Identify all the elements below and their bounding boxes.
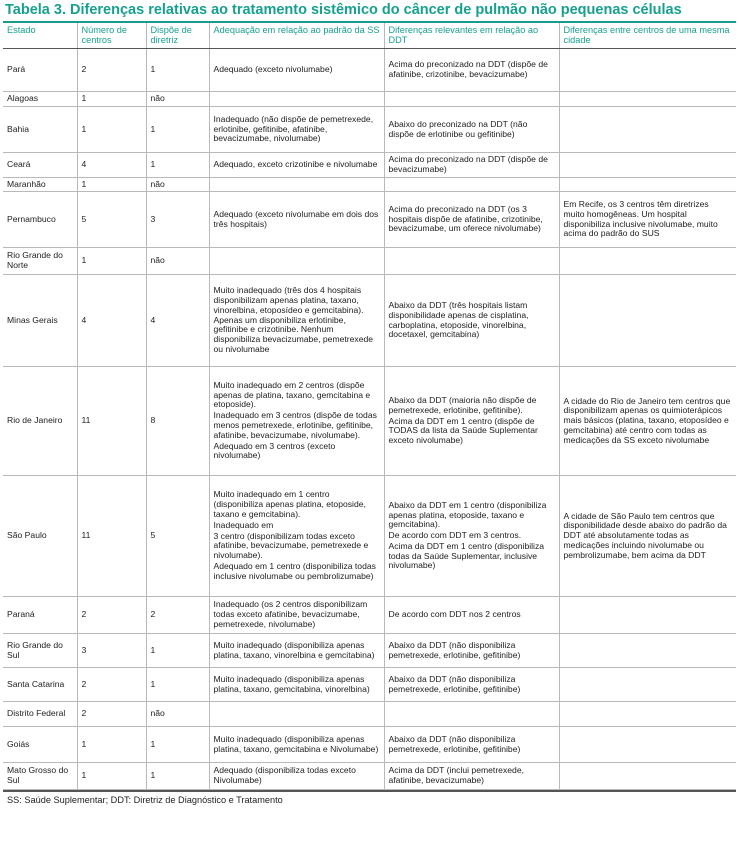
cell-diferencas-ddt [384,476,559,597]
cell-numero-centros: 1 [77,727,146,763]
table-row [3,248,736,275]
header-diferencas-cidade: Diferenças entre centros de uma mesma cidade [559,23,736,49]
cell-diferencas-ddt [384,192,559,248]
cell-paragraph: De acordo com DDT nos 2 centros [388,609,521,620]
cell-estado: Bahia [3,107,77,153]
header-row [3,23,736,49]
cell-numero-centros: 2 [77,597,146,634]
table-row [3,727,736,763]
cell-diretriz: não [146,92,209,107]
cell-adequacao [209,178,384,192]
cell-diferencas-ddt [384,248,559,275]
cell-estado: Ceará [3,153,77,178]
cell-paragraph: Muito inadequado (disponibiliza apenas platina, taxano, gemcitabina e Nivolumabe) [213,733,379,754]
cell-diferencas-cidade [559,476,736,597]
cell-diferencas-ddt [384,92,559,107]
cell-numero-centros: 1 [77,178,146,192]
cell-adequacao [209,727,384,763]
cell-numero-centros: 5 [77,192,146,248]
cell-estado: Paraná [3,597,77,634]
cell-diretriz: 1 [146,763,209,790]
table-row [3,153,736,178]
cell-numero-centros: 1 [77,248,146,275]
cell-estado: Santa Catarina [3,668,77,702]
cell-paragraph: Inadequado em [213,519,274,530]
cell-diferencas-ddt [384,702,559,727]
cell-diferencas-cidade [559,597,736,634]
header-diferencas-ddt: Diferenças relevantes em relação ao DDT [384,23,559,49]
cell-diferencas-ddt [384,367,559,476]
cell-adequacao [209,763,384,790]
table-row [3,49,736,92]
table-title: Tabela 3. Diferenças relativas ao tratamento sistêmico do câncer de pulmão não pequenas células [5,2,682,18]
cell-diferencas-ddt [384,153,559,178]
cell-paragraph: Inadequado em 3 centros (dispõe de todas menos pemetrexede, erlotinibe, gefitinibe, afatinibe, bevacizumabe, nivolumabe). [213,410,377,440]
header-numero-centros: Número de centros [77,23,146,49]
table-row [3,275,736,367]
cell-paragraph: Acima da DDT (inclui pemetrexede, afatinibe, bevacizumabe) [388,765,524,785]
cell-estado: Distrito Federal [3,702,77,727]
cell-adequacao [209,476,384,597]
cell-diferencas-cidade [559,153,736,178]
table-row [3,192,736,248]
cell-paragraph: Acima do preconizado na DDT (dispõe de afatinibe, crizotinibe, bevacizumabe) [388,59,548,79]
cell-paragraph: De acordo com DDT em 3 centros. [388,530,522,541]
table-row [3,702,736,727]
table-row [3,476,736,597]
cell-numero-centros: 11 [77,367,146,476]
cell-estado: Rio de Janeiro [3,367,77,476]
cell-diretriz: 1 [146,668,209,702]
cell-diferencas-ddt [384,668,559,702]
cell-paragraph: Muito inadequado (disponibiliza apenas platina, taxano, vinorelbina e gemcitabina) [213,639,375,660]
table-page [3,0,736,805]
cell-diferencas-ddt [384,763,559,790]
cell-diretriz: 2 [146,597,209,634]
cell-diretriz: 1 [146,107,209,153]
table-row [3,178,736,192]
cell-adequacao [209,668,384,702]
cell-diferencas-ddt [384,634,559,668]
cell-diretriz: não [146,178,209,192]
cell-paragraph: A cidade do Rio de Janeiro tem centros que disponibilizam apenas os quimioterápicos mais básicos (platina, taxano, etoposídeo e gemcitabina) até centro com todas as medicações da SS exceto nivolumabe [563,395,731,445]
cell-diretriz: 3 [146,192,209,248]
cell-adequacao [209,92,384,107]
cell-diferencas-ddt [384,727,559,763]
cell-numero-centros: 3 [77,634,146,668]
cell-numero-centros: 11 [77,476,146,597]
cell-estado: São Paulo [3,476,77,597]
cell-diferencas-cidade [559,107,736,153]
cell-paragraph: Acima da DDT em 1 centro (dispõe de TODAS da lista da Saúde Suplementar exceto nivolumabe) [388,415,538,446]
cell-paragraph: Muito inadequado (três dos 4 hospitais disponibilizam apenas platina, taxano, vinorelbina, etoposídeo e gemcitabina). Apenas um disponibiliza erlotinibe, gefitinibe e crizotinibe. Nenhum disponibiliza bevacizumabe, pemetrexede ou nivolumabe [213,285,374,354]
cell-paragraph: Inadequado (os 2 centros disponibilizam todas exceto afatinibe, bevacizumabe, pemetrexede, nivolumabe) [213,599,368,629]
cell-numero-centros: 1 [77,763,146,790]
cell-diretriz: 1 [146,153,209,178]
cell-estado: Rio Grande do Sul [3,634,77,668]
cell-diretriz: 5 [146,476,209,597]
cell-diferencas-cidade [559,668,736,702]
cell-diferencas-cidade [559,248,736,275]
table-row [3,367,736,476]
cell-numero-centros: 4 [77,153,146,178]
cell-diferencas-ddt [384,107,559,153]
cell-diferencas-ddt [384,49,559,92]
cell-paragraph: Adequado (disponibiliza todas exceto Nivolumabe) [213,765,356,785]
cell-adequacao [209,153,384,178]
cell-numero-centros: 1 [77,107,146,153]
cell-diretriz: 1 [146,49,209,92]
cell-paragraph: Abaixo do preconizado na DDT (não dispõe de erlotinibe ou gefitinibe) [388,118,528,139]
cell-paragraph: Muito inadequado (disponibiliza apenas platina, taxano, gemcitabina, vinorelbina) [213,673,370,694]
cell-diferencas-cidade [559,763,736,790]
cell-diretriz: 8 [146,367,209,476]
cell-paragraph: Adequado em 1 centro (disponibiliza todas inclusive nivolumabe ou pembrolizumabe) [213,560,376,581]
cell-paragraph: Adequado (exceto nivolumabe) [213,64,333,75]
footnote: SS: Saúde Suplementar; DDT: Diretriz de Diagnóstico e Tratamento [7,794,283,805]
table-row [3,763,736,790]
cell-paragraph: 3 centro (disponibilizam todas exceto afatinibe, bevacizumabe, pemetrexede e nivolumabe). [213,530,369,561]
cell-paragraph: A cidade de São Paulo tem centros que disponibilidade desde abaixo do padrão da DDT até absolutamente todas as medicações incluindo nivolumabe ou pembrolizumabe, bem acima da DDT [563,510,727,560]
table-body [3,49,736,790]
cell-adequacao [209,248,384,275]
cell-estado: Goiás [3,727,77,763]
cell-paragraph: Abaixo da DDT (três hospitais listam disponibilidade apenas de cisplatina, carboplatina, etoposide, vinorelbina, docetaxel, gemcitabina) [388,299,529,340]
treatment-differences-table [3,23,736,790]
table-row [3,668,736,702]
cell-estado: Mato Grosso do Sul [3,763,77,790]
cell-paragraph: Adequado em 3 centros (exceto nivolumabe) [213,440,336,461]
cell-estado: Maranhão [3,178,77,192]
header-estado: Estado [3,23,77,49]
cell-adequacao [209,49,384,92]
cell-adequacao [209,192,384,248]
cell-numero-centros: 4 [77,275,146,367]
cell-estado: Rio Grande do Norte [3,248,77,275]
cell-diferencas-cidade [559,634,736,668]
cell-diferencas-cidade [559,49,736,92]
cell-diferencas-cidade [559,192,736,248]
cell-numero-centros: 2 [77,702,146,727]
cell-diferencas-ddt [384,597,559,634]
cell-paragraph: Acima da DDT em 1 centro (disponibiliza todas da Saúde Suplementar, inclusive nivolumabe) [388,540,545,571]
cell-paragraph: Muito inadequado em 2 centros (dispõe apenas de platina, taxano, gemcitabina e etoposide). [213,379,371,410]
cell-diretriz: não [146,248,209,275]
cell-estado: Pará [3,49,77,92]
cell-diferencas-cidade [559,727,736,763]
cell-paragraph: Abaixo da DDT (maioria não dispõe de pemetrexede, erlotinibe, gefitinibe). [388,395,537,415]
cell-adequacao [209,367,384,476]
cell-numero-centros: 1 [77,92,146,107]
header-adequacao: Adequação em relação ao padrão da SS [209,23,384,49]
cell-estado: Pernambuco [3,192,77,248]
cell-diretriz: não [146,702,209,727]
cell-numero-centros: 2 [77,49,146,92]
cell-adequacao [209,597,384,634]
table-row [3,634,736,668]
cell-diferencas-cidade [559,178,736,192]
cell-paragraph: Acima do preconizado na DDT (os 3 hospitais dispõe de afatinibe, crizotinibe, bevacizumabe, um oferece nivolumabe) [388,203,543,234]
cell-adequacao [209,702,384,727]
cell-diretriz: 1 [146,727,209,763]
cell-adequacao [209,107,384,153]
cell-paragraph: Abaixo da DDT (não disponibiliza pemetrexede, erlotinibe, gefitinibe) [388,733,521,754]
cell-paragraph: Abaixo da DDT em 1 centro (disponibiliza apenas platina, etoposide, taxano e gemcitabina). [388,499,547,530]
cell-numero-centros: 2 [77,668,146,702]
cell-paragraph: Adequado (exceto nivolumabe em dois dos três hospitais) [213,208,379,229]
cell-adequacao [209,634,384,668]
cell-diferencas-cidade [559,92,736,107]
cell-paragraph: Abaixo da DDT (não disponibiliza pemetrexede, erlotinibe, gefitinibe) [388,673,521,694]
cell-diferencas-cidade [559,275,736,367]
cell-paragraph: Abaixo da DDT (não disponibiliza pemetrexede, erlotinibe, gefitinibe) [388,639,521,660]
cell-diretriz: 1 [146,634,209,668]
cell-estado: Alagoas [3,92,77,107]
cell-diferencas-cidade [559,702,736,727]
cell-paragraph: Adequado, exceto crizotinibe e nivolumabe [213,159,378,170]
table-row [3,107,736,153]
cell-estado: Minas Gerais [3,275,77,367]
header-diretriz: Dispõe de diretriz [146,23,209,49]
cell-diferencas-cidade [559,367,736,476]
cell-diretriz: 4 [146,275,209,367]
table-row [3,597,736,634]
cell-diferencas-ddt [384,275,559,367]
cell-paragraph: Acima do preconizado na DDT (dispõe de bevacizumabe) [388,154,548,174]
cell-paragraph: Em Recife, os 3 centros têm diretrizes muito homogêneas. Um hospital disponibiliza inclusive nivolumabe, muito acima do padrão do SUS [563,198,718,239]
cell-paragraph: Inadequado (não dispõe de pemetrexede, erlotinibe, gefitinibe, afatinibe, bevacizumabe, nivolumabe) [213,113,374,144]
cell-adequacao [209,275,384,367]
table-row [3,92,736,107]
cell-paragraph: Muito inadequado em 1 centro (disponibiliza apenas platina, etoposide, taxano e gemcitabina). [213,489,366,519]
cell-diferencas-ddt [384,178,559,192]
